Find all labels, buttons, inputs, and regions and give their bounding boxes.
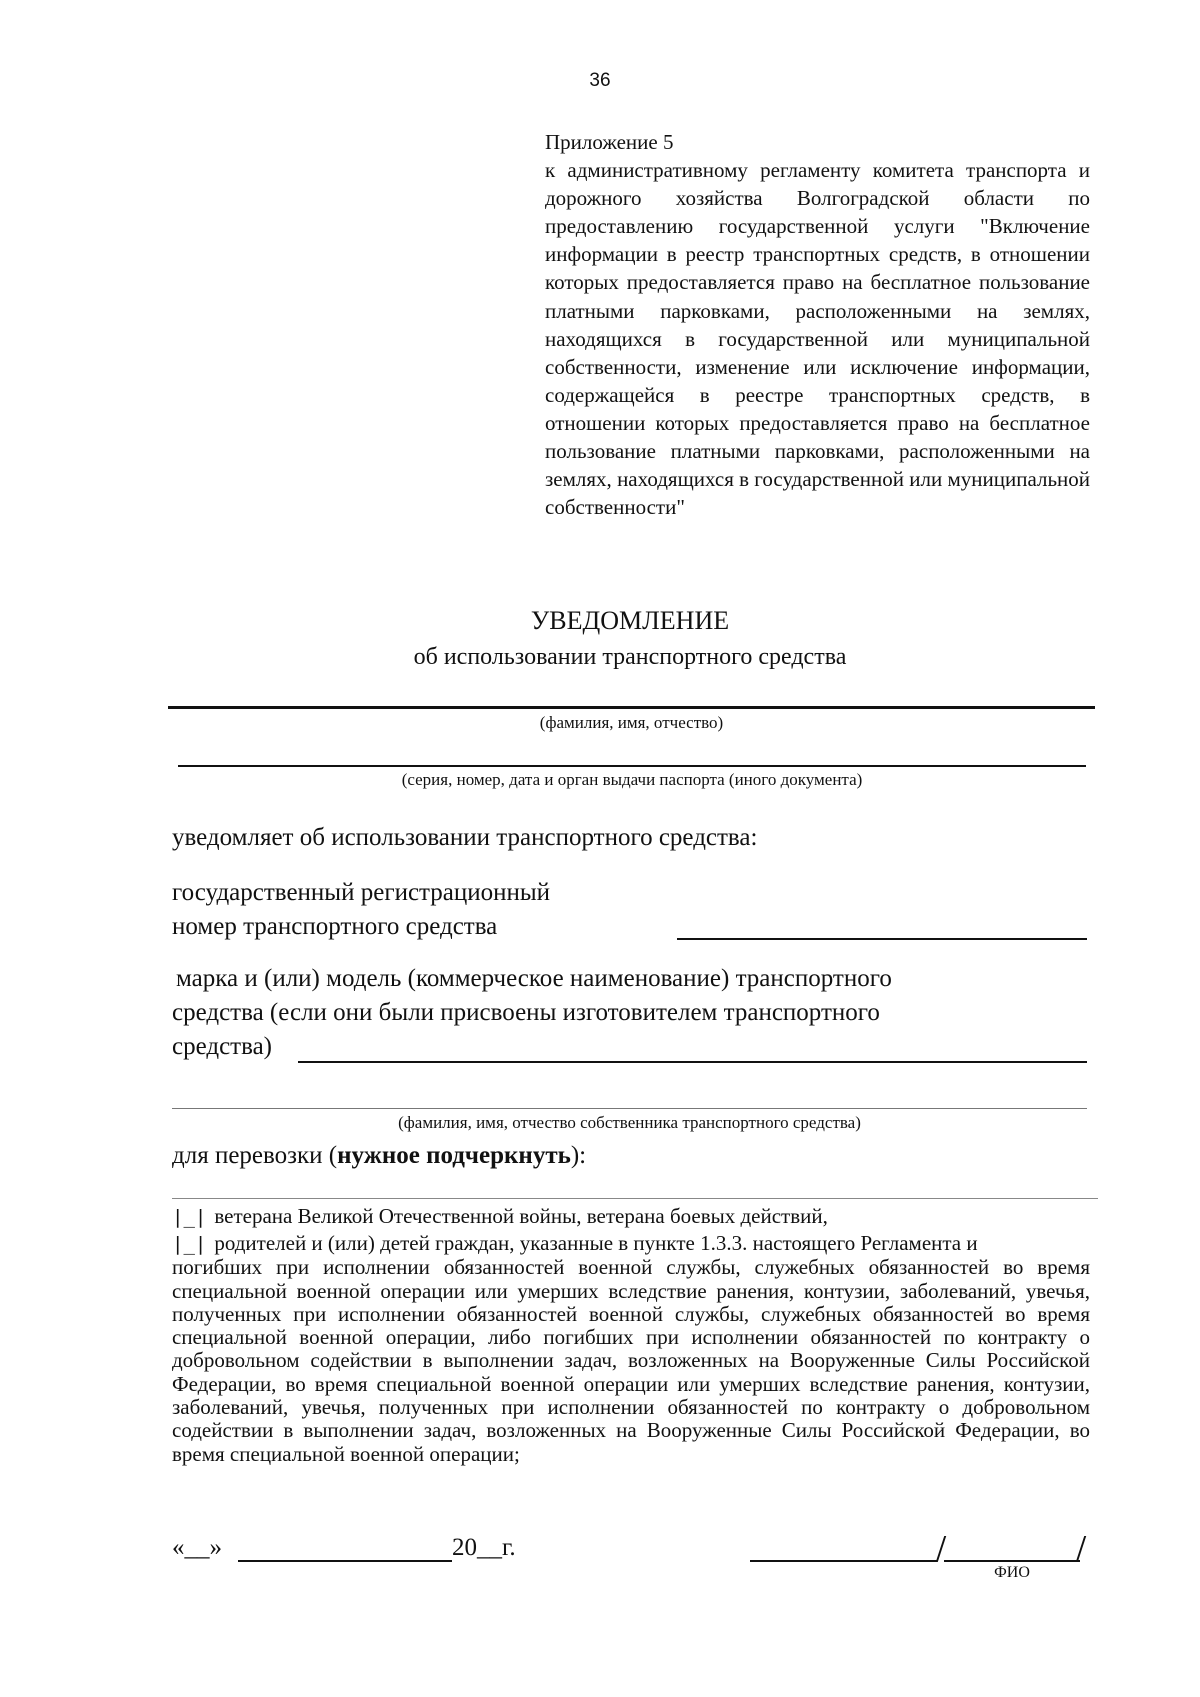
reg-number-input-line[interactable] xyxy=(677,938,1087,940)
date-day[interactable]: «__» xyxy=(172,1534,222,1561)
transport-suffix: ): xyxy=(570,1142,587,1169)
brand-label-1: марка и (или) модель (коммерческое наименование) транспортного xyxy=(176,965,892,992)
option-relatives-first-text: родителей и (или) детей граждан, указанные в пункте 1.3.3. настоящего Регламента и xyxy=(214,1231,978,1255)
transport-label xyxy=(172,1139,586,1173)
brand-label-2: средства (если они были присвоены изготовителем транспортного xyxy=(172,999,880,1026)
signature-slash-1 xyxy=(936,1536,946,1562)
brand-input-line[interactable] xyxy=(298,1061,1087,1063)
date-year[interactable]: 20__г. xyxy=(452,1534,516,1561)
fio-caption: (фамилия, имя, отчество) xyxy=(539,713,724,732)
notice-title: УВЕДОМЛЕНИЕ xyxy=(530,606,730,635)
notice-subtitle: об использовании транспортного средства xyxy=(413,644,847,670)
appendix-text: к административному регламенту комитета транспорта и дорожного хозяйства Волгоградской области по предоставлению государственной услуги "Включение информации в реестр транспортных средств, в отношении которых предоставляется право на бесплатное пользование платными парковками, расположенными на землях, находящихся в государственной или муниципальной собственности, изменение или исключение информации, содержащейся в реестре транспортных средств, в отношении которых предоставляется право на бесплатное пользование платными парковками, расположенными на землях, находящихся в государственной или муниципальной собственности" xyxy=(545,158,1090,520)
fio-sign-line[interactable] xyxy=(944,1560,1080,1562)
passport-caption: (серия, номер, дата и орган выдачи паспорта (иного документа) xyxy=(401,770,863,789)
date-month-line[interactable] xyxy=(238,1560,452,1562)
passport-input-line[interactable] xyxy=(178,765,1086,767)
checkbox-relatives[interactable]: |_| xyxy=(172,1233,207,1255)
owner-caption: (фамилия, имя, отчество собственника транспортного средства) xyxy=(398,1113,861,1132)
option-veteran-label: ветерана Великой Отечественной войны, ветерана боевых действий, xyxy=(214,1204,828,1228)
notifies-text: уведомляет об использовании транспортного средства: xyxy=(172,824,758,851)
fio-input-line[interactable] xyxy=(168,706,1095,709)
appendix-title: Приложение 5 xyxy=(545,130,674,154)
page-number: 36 xyxy=(589,70,611,91)
signature-line[interactable] xyxy=(750,1560,937,1562)
owner-input-line[interactable] xyxy=(172,1108,1087,1109)
reg-number-label-1: государственный регистрационный xyxy=(172,879,551,906)
transport-bold: нужное подчеркнуть xyxy=(337,1142,571,1169)
option-relatives-first xyxy=(172,1232,1090,1256)
fio-label: ФИО xyxy=(994,1564,1030,1581)
option-relatives-rest: погибших при исполнении обязанностей военной службы, служебных обязанностей во время специальной военной операции или умерших вследствие ранения, контузии, заболеваний, увечья, полученных при исполнении обязанностей военной службы, служебных обязанностей во время специальной военной операции, либо погибших при исполнении обязанностей по контракту о добровольном содействии в выполнении задач, возложенных на Вооруженные Силы Российской Федерации, во время специальной военной операции или умерших вследствие ранения, контузии, заболеваний, увечья, полученных при исполнении обязанностей по контракту о добровольном содействии в выполнении задач, возложенных на Вооруженные Силы Российской Федерации, во время специальной военной операции; xyxy=(172,1255,1090,1466)
reg-number-label-2: номер транспортного средства xyxy=(172,913,498,940)
brand-label-3: средства) xyxy=(172,1033,272,1060)
signature-slash-2 xyxy=(1076,1536,1086,1562)
transport-prefix: для перевозки ( xyxy=(172,1142,338,1169)
option-relatives[interactable] xyxy=(172,1232,1090,1466)
separator-line xyxy=(172,1198,1098,1199)
appendix-header xyxy=(545,128,1090,521)
option-veteran[interactable] xyxy=(172,1204,828,1229)
checkbox-veteran[interactable]: |_| xyxy=(172,1206,207,1228)
